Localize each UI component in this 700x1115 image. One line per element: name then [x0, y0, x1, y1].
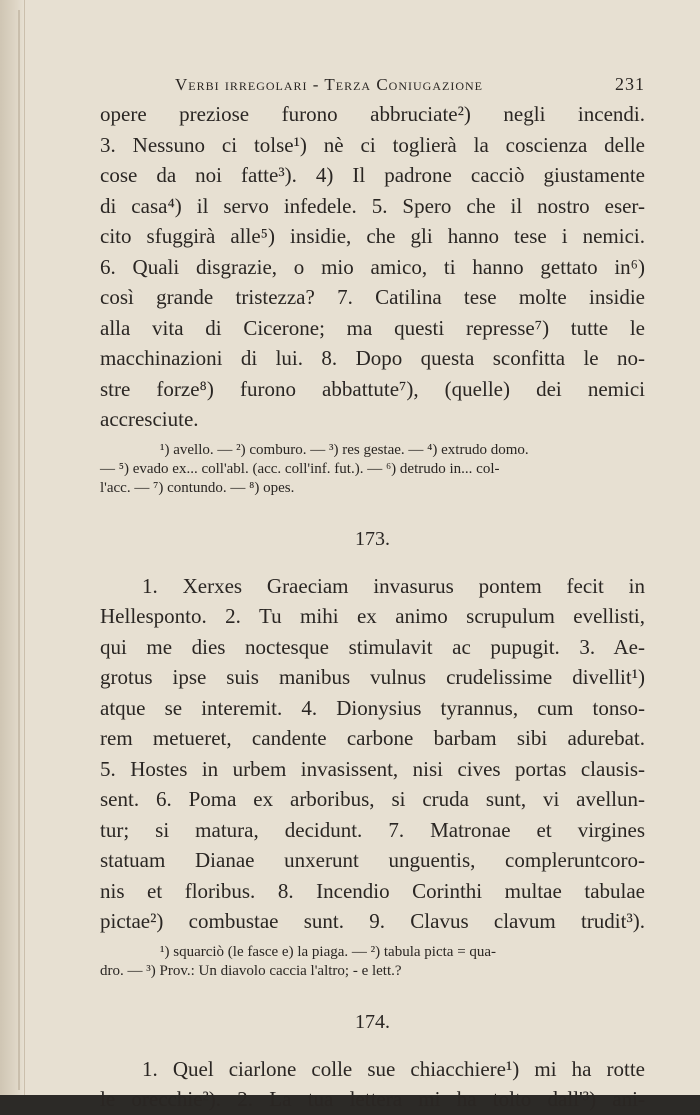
text-line: tur; si matura, decidunt. 7. Matronae et virgines: [100, 817, 645, 842]
footnotes-block1: [100, 441, 645, 498]
text-line: di casa⁴) il servo infedele. 5. Spero che il nostro eser-: [100, 193, 645, 218]
text-line: rem metueret, candente carbone barbam sibi adurebat.: [100, 726, 645, 750]
text-line: cose da noi fatte³). 4) Il padrone cacciò giustamente: [100, 163, 645, 187]
exercise-text-continued: [100, 99, 645, 435]
text-line: atque se interemit. 4. Dionysius tyrannus, cum tonso-: [100, 695, 645, 720]
page-number: 231: [615, 74, 645, 94]
section-heading-173: 173.: [355, 527, 390, 550]
text-line: stre forze⁸) furono abbattute⁷), (quelle) dei nemici: [100, 376, 645, 401]
text-line: 3. Nessuno ci tolse¹) nè ci toglierà la coscienza delle: [100, 132, 645, 157]
exercise-174-text: [100, 1054, 645, 1115]
text-line: 5. Hostes in urbem invasissent, nisi cives portas clausis-: [100, 756, 645, 781]
running-head: [100, 74, 645, 95]
text-line: così grande tristezza? 7. Catilina tese molte insidie: [100, 285, 645, 309]
text-line: qui me dies noctesque stimulavit ac pupugit. 3. Ae-: [100, 634, 645, 659]
text-line: sent. 6. Poma ex arboribus, si cruda sunt, vi avellun-: [100, 787, 645, 811]
text-line: statuam Dianae unxerunt unguentis, compleruntcoro-: [100, 848, 645, 872]
footnote-line: ¹) avello. — ²) comburo. — ³) res gestae. — ⁴) extrudo domo.: [160, 441, 529, 458]
text-line: Hellesponto. 2. Tu mihi ex animo scrupulum evellisti,: [100, 604, 645, 628]
book-gutter: [0, 0, 25, 1095]
footnote-line: dro. — ³) Prov.: Un diavolo caccia l'altro; - e lett.?: [100, 962, 402, 979]
section-heading-174: 174.: [355, 1010, 390, 1033]
text-line: macchinazioni di lui. 8. Dopo questa sconfitta le no-: [100, 346, 645, 370]
text-line: 1. Xerxes Graeciam invasurus pontem fecit in: [142, 573, 645, 598]
page-content: [100, 74, 645, 1115]
text-line: opere preziose furono abbruciate²) negli incendi.: [100, 102, 645, 126]
text-line: cito sfuggirà alle⁵) insidie, che gli hanno tese i nemici.: [100, 224, 645, 248]
running-head-title: Verbi irregolari - Terza Coniugazione: [175, 75, 483, 94]
text-line: 6. Quali disgrazie, o mio amico, ti hanno gettato in⁶): [100, 254, 645, 279]
footnote-line: — ⁵) evado ex... coll'abl. (acc. coll'inf. fut.). — ⁶) detrudo in... col-: [100, 460, 500, 477]
text-line: accresciute.: [100, 407, 199, 431]
footnotes-173: [100, 943, 645, 981]
footnote-line: l'acc. — ⁷) contundo. — ⁸) opes.: [100, 479, 295, 496]
text-line: nis et floribus. 8. Incendio Corinthi multae tabulae: [100, 878, 645, 903]
gutter-shadow: [18, 10, 20, 1090]
text-line: pictae²) combustae sunt. 9. Clavus clavum trudit³).: [100, 909, 645, 933]
exercise-173-text: [100, 571, 645, 937]
text-line: alla vita di Cicerone; ma questi represse⁷) tutte le: [100, 315, 645, 340]
footnote-line: ¹) squarciò (le fasce e) la piaga. — ²) tabula picta = qua-: [160, 943, 497, 960]
text-line: le orecchie²). 2. La tua lettera mi ha tolto dall'³) ani-: [100, 1087, 645, 1111]
text-line: 1. Quel ciarlone colle sue chiacchiere¹) mi ha rotte: [142, 1056, 645, 1081]
text-line: grotus ipse suis manibus vulnus crudelissime divellit¹): [100, 665, 645, 689]
